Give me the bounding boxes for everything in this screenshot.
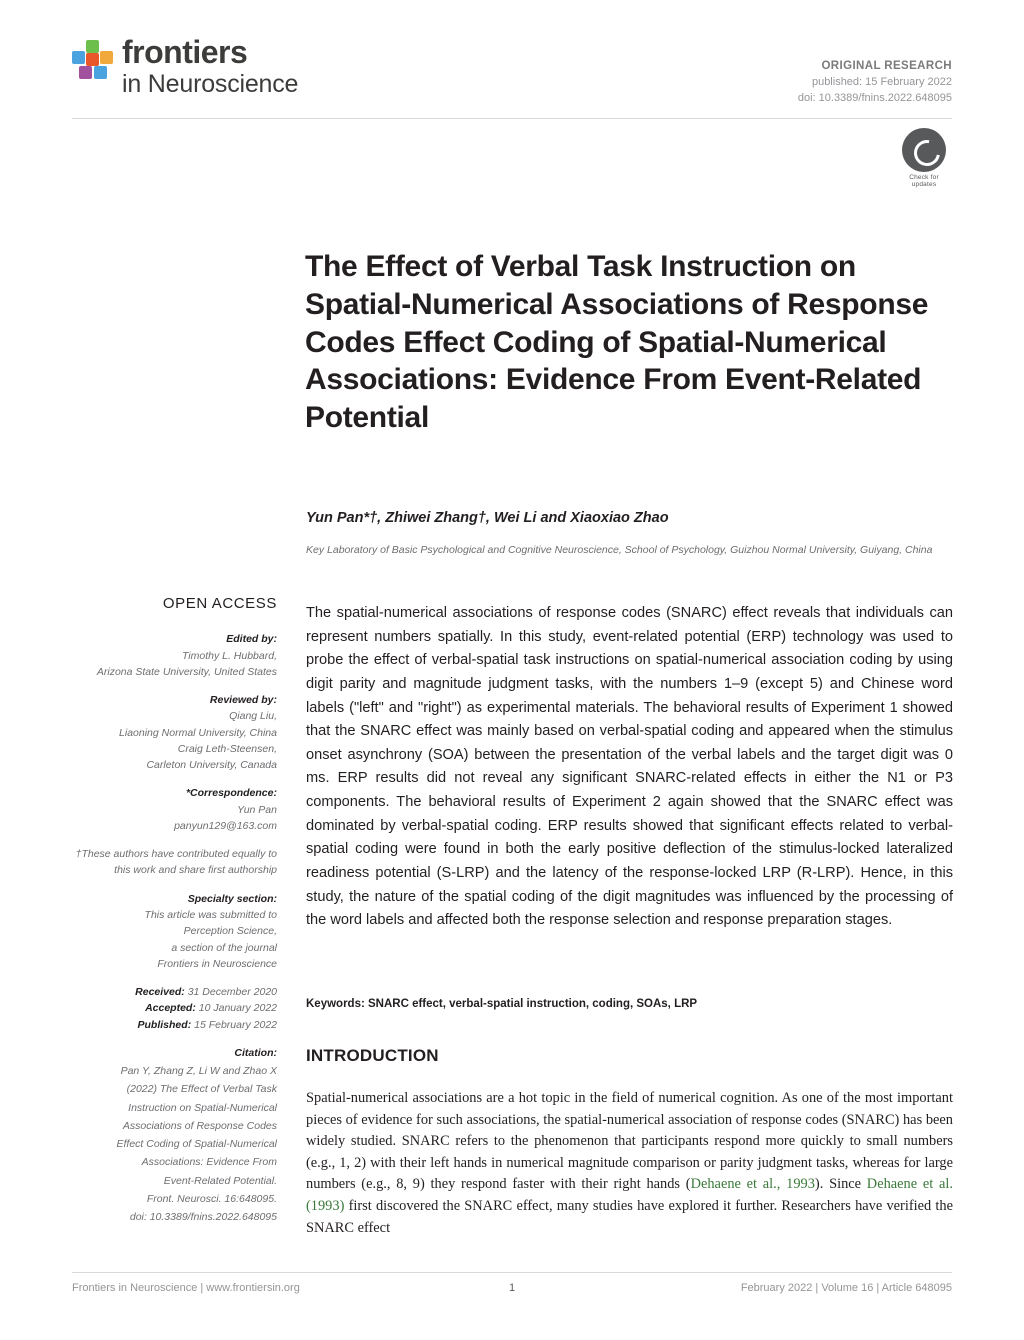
citation-line-4: Associations of Response Codes — [122, 1119, 277, 1132]
intro-part-2: ). Since — [814, 1176, 867, 1193]
affiliation: Key Laboratory of Basic Psychological and Cognitive Neuroscience, School of Psychology, Guizhou Normal University, Guiyang, China — [306, 544, 933, 556]
doi: doi: 10.3389/fnins.2022.648095 — [797, 91, 952, 104]
citation-line-3: Instruction on Spatial-Numerical — [128, 1101, 277, 1114]
footer-issue: February 2022 | Volume 16 | Article 648095 — [740, 1282, 952, 1294]
received-date: 31 December 2020 — [187, 986, 277, 999]
journal-header — [72, 36, 952, 112]
header-divider — [72, 118, 952, 119]
crossmark-badge[interactable] — [896, 128, 952, 188]
editor-affiliation: Arizona State University, United States — [96, 665, 277, 678]
accepted-label: Accepted: — [145, 1002, 196, 1015]
edited-by-label: Edited by: — [226, 633, 277, 646]
correspondence-name: Yun Pan — [237, 803, 277, 816]
accepted-line — [72, 1000, 277, 1016]
frontiers-logo — [72, 36, 298, 97]
specialty-line-1: This article was submitted to — [144, 908, 277, 921]
crossmark-label: Check for updates — [909, 174, 939, 189]
accepted-date: 10 January 2022 — [198, 1002, 277, 1015]
section-heading-introduction: INTRODUCTION — [306, 1046, 439, 1065]
received-label: Received: — [135, 986, 185, 999]
citation-line-1: Pan Y, Zhang Z, Li W and Zhao X — [120, 1065, 277, 1078]
reviewer-2-affiliation: Carleton University, Canada — [146, 759, 277, 772]
citation-line-5: Effect Coding of Spatial-Numerical — [116, 1138, 277, 1151]
citation-label: Citation: — [234, 1046, 277, 1059]
abstract-text: The spatial-numerical associations of response codes (SNARC) effect reveals that individuals can represent numbers spatially. In this study, event-related potential (ERP) technology was used to probe the effect of verbal-spatial task instructions on spatial-numerical association coding by using digit parity and magnitude judgment tasks, with the numbers 1–9 (except 5) and Chinese word labels ("left" and "right") as experimental materials. The behavioral results of Experiment 1 showed that the SNARC effect was mainly based on verbal-spatial coding and appeared when the stimulus onset asynchrony (SOA) between the presentation of the verbal labels and the target digit was 0 ms. ERP results did not reveal any significant SNARC-related effects in either the N1 or P3 components. The behavioral results of Experiment 2 again showed that the SNARC effect was dominated by verbal-spatial coding. ERP results showed that significant effects related to verbal-spatial coding were found in both the early positive deflection of the stimulus-locked lateralized readiness potential (S-LRP) and the latency of the response-locked LRP (R-LRP). Hence, in this study, the nature of the spatial coding of the digit magnitudes was influenced by the processing of the word labels and affected both the response selection and response preparation stages. — [306, 605, 953, 929]
article-sidebar — [72, 592, 277, 1225]
published-date: published: 15 February 2022 — [811, 75, 952, 88]
editor-name: Timothy L. Hubbard, — [181, 649, 277, 662]
published-line — [72, 1017, 277, 1033]
introduction-paragraph — [306, 1088, 953, 1239]
correspondence-label: *Correspondence: — [185, 787, 277, 800]
citation-line-2: (2022) The Effect of Verbal Task — [126, 1083, 277, 1096]
open-access-label: OPEN ACCESS — [162, 595, 277, 612]
citation-line-8: Front. Neurosci. 16:648095. — [146, 1192, 277, 1205]
crossmark-icon — [902, 128, 946, 172]
article-type: ORIGINAL RESEARCH — [821, 60, 952, 72]
journal-name: in Neuroscience — [122, 70, 299, 98]
specialty-section-label: Specialty section: — [187, 892, 277, 905]
reviewer-1-affiliation: Liaoning Normal University, China — [119, 726, 277, 739]
correspondence-email[interactable]: panyun129@163.com — [174, 819, 277, 832]
citation-link-1[interactable]: Dehaene et al., 1993 — [690, 1176, 815, 1193]
frontiers-logo-icon — [72, 40, 114, 82]
author-names: Yun Pan*†, Zhiwei Zhang†, Wei Li and Xiaoxiao Zhao — [306, 510, 669, 526]
published-label: Published: — [137, 1018, 192, 1031]
reviewer-2-name: Craig Leth-Steensen, — [177, 742, 277, 755]
citation-doi: doi: 10.3389/fnins.2022.648095 — [129, 1211, 277, 1224]
intro-part-3: first discovered the SNARC effect, many studies have explored it further. Researchers have verified the SNARC effect — [306, 1198, 953, 1236]
equal-contribution-note: †These authors have contributed equally to this work and share first authorship — [75, 848, 277, 877]
footer-divider — [72, 1272, 952, 1273]
citation-line-6: Associations: Evidence From — [141, 1156, 277, 1169]
reviewed-by-label: Reviewed by: — [209, 694, 277, 707]
keywords: Keywords: SNARC effect, verbal-spatial instruction, coding, SOAs, LRP — [306, 998, 698, 1010]
footer-journal: Frontiers in Neuroscience | www.frontiersin.org — [72, 1282, 300, 1294]
citation-link-2[interactable]: Dehaene et al. (1993) — [306, 1176, 954, 1215]
specialty-line-3: a section of the journal — [171, 941, 277, 954]
published-date-sidebar: 15 February 2022 — [194, 1018, 277, 1031]
reviewer-1-name: Qiang Liu, — [229, 710, 277, 723]
received-line — [72, 984, 277, 1000]
logo-wordmark: frontiers — [122, 34, 248, 70]
citation-line-7: Event-Related Potential. — [163, 1174, 277, 1187]
specialty-line-4: Frontiers in Neuroscience — [157, 957, 277, 970]
page-title: The Effect of Verbal Task Instruction on Spatial-Numerical Associations of Response Codes Effect Coding of Spatial-Numerical Associations: Evidence From Event-Related Potential — [305, 250, 929, 435]
article-meta — [798, 58, 952, 107]
author-list — [306, 510, 953, 526]
page-number: 1 — [508, 1282, 516, 1294]
specialty-line-2: Perception Science, — [183, 925, 277, 938]
intro-part-1: Spatial-numerical associations are a hot topic in the field of numerical cognition. As one of the most important pieces of evidence for such associations, the spatial-numerical association of response codes (SNARC) has been widely studied. SNARC refers to the phenomenon that participants respond more quickly to small numbers (e.g., 1, 2) with their left hands in numerical magnitude comparison or parity judgment tasks, whereas for large numbers (e.g., 8, 9) they respond faster with their right hands ( — [306, 1090, 953, 1193]
